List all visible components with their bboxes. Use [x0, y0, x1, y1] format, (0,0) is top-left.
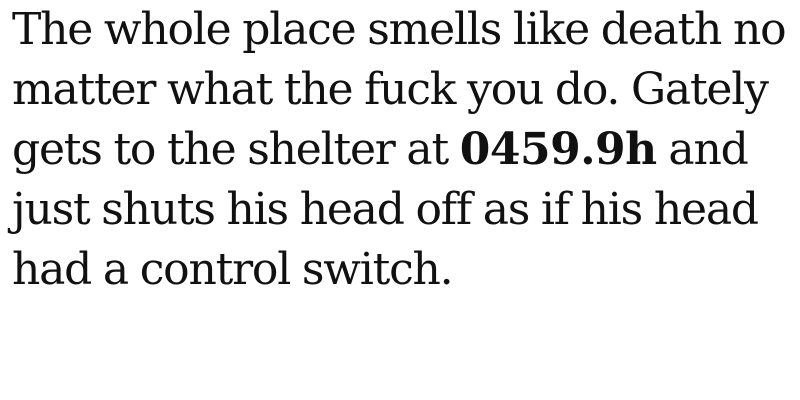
text-passage	[12, 0, 792, 300]
text-line-4: just shuts his head off as if his head	[12, 184, 758, 235]
text-line-2: matter what the fuck you do. Gately	[12, 64, 768, 115]
text-line-3-start: gets to the shelter at	[12, 124, 460, 175]
emphasized-time: 0459.9h	[459, 124, 657, 175]
text-line-3-end: and	[656, 124, 748, 175]
text-line-5: had a control switch.	[12, 244, 453, 295]
text-line-1: The whole place smells like death no	[12, 4, 786, 55]
text-line-3	[12, 120, 792, 180]
